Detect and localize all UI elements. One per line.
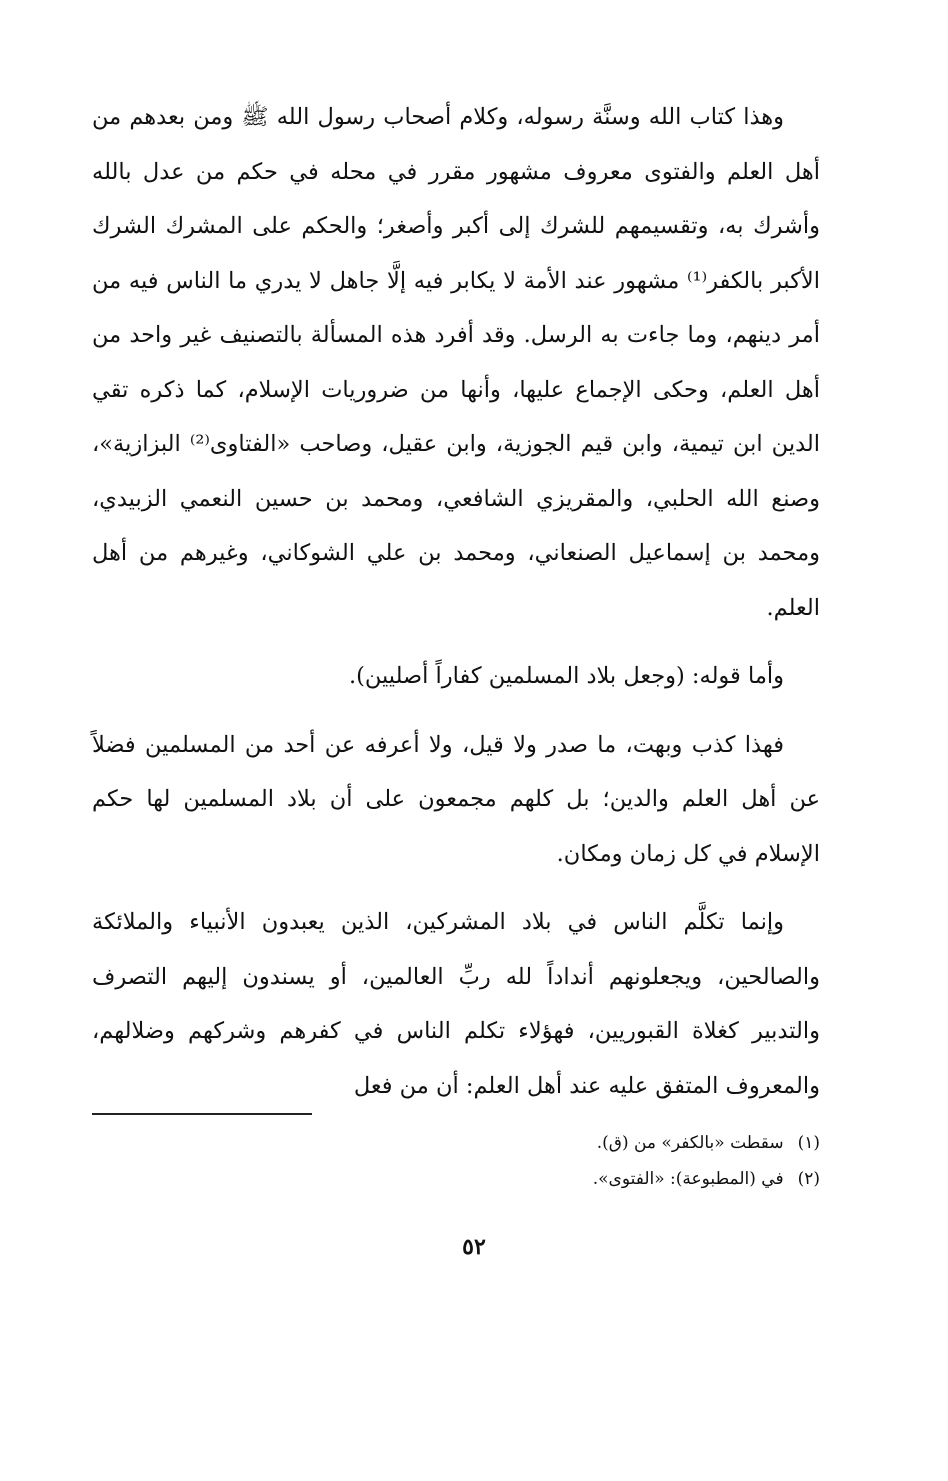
footnote-1-number: (١)	[797, 1133, 820, 1153]
footnote-2	[92, 1161, 820, 1197]
paragraph-3: فهذا كذب وبهت، ما صدر ولا قيل، ولا أعرفه عن أحد من المسلمين فضلاً عن أهل العلم والدين؛ بل كلهم مجمعون على أن بلاد المسلمين لها حكم الإسلام في كل زمان ومكان.	[92, 731, 820, 867]
footnote-2-number: (٢)	[797, 1169, 820, 1189]
paragraph-1: وهذا كتاب الله وسنَّة رسوله، وكلام أصحاب رسول الله ﷺ ومن بعدهم من أهل العلم والفتوى معروف مشهور مقرر في محله في حكم من عدل بالله وأشرك به، وتقسيمهم للشرك إلى أكبر وأصغر؛ والحكم على المشرك الشرك الأكبر بالكفر⁽¹⁾ مشهور عند الأمة لا يكابر فيه إلَّا جاهل لا يدري ما الناس فيه من أمر دينهم، وما جاءت به الرسل. وقد أفرد هذه المسألة بالتصنيف غير واحد من أهل العلم، وحكى الإجماع عليها، وأنها من ضروريات الإسلام، كما ذكره تقي الدين ابن تيمية، وابن قيم الجوزية، وابن عقيل، وصاحب «الفتاوى⁽²⁾ البزازية»، وصنع الله الحلبي، والمقريزي الشافعي، ومحمد بن حسين النعمي الزبيدي، ومحمد بن إسماعيل الصنعاني، ومحمد بن علي الشوكاني، وغيرهم من أهل العلم.	[92, 104, 821, 621]
page-body	[92, 90, 820, 1113]
footnote-1	[92, 1125, 820, 1161]
footnote-1-text: سقطت «بالكفر» من (ق).	[596, 1133, 784, 1153]
footnote-divider	[92, 1113, 312, 1115]
paragraph-4: وإنما تكلَّم الناس في بلاد المشركين، الذين يعبدون الأنبياء والملائكة والصالحين، ويجعلونهم أنداداً لله ربِّ العالمين، أو يسندون إليهم التصرف والتدبير كغلاة القبوريين، فهؤلاء تكلم الناس في كفرهم وشركهم وضلالهم، والمعروف المتفق عليه عند أهل العلم: أن من فعل	[92, 909, 820, 1099]
footnote-2-text: في (المطبوعة): «الفتوى».	[592, 1169, 784, 1189]
paragraph-2: وأما قوله: (وجعل بلاد المسلمين كفاراً أصليين).	[348, 663, 784, 689]
page-number: ٥٢	[462, 1234, 486, 1260]
footnotes	[92, 1125, 820, 1197]
